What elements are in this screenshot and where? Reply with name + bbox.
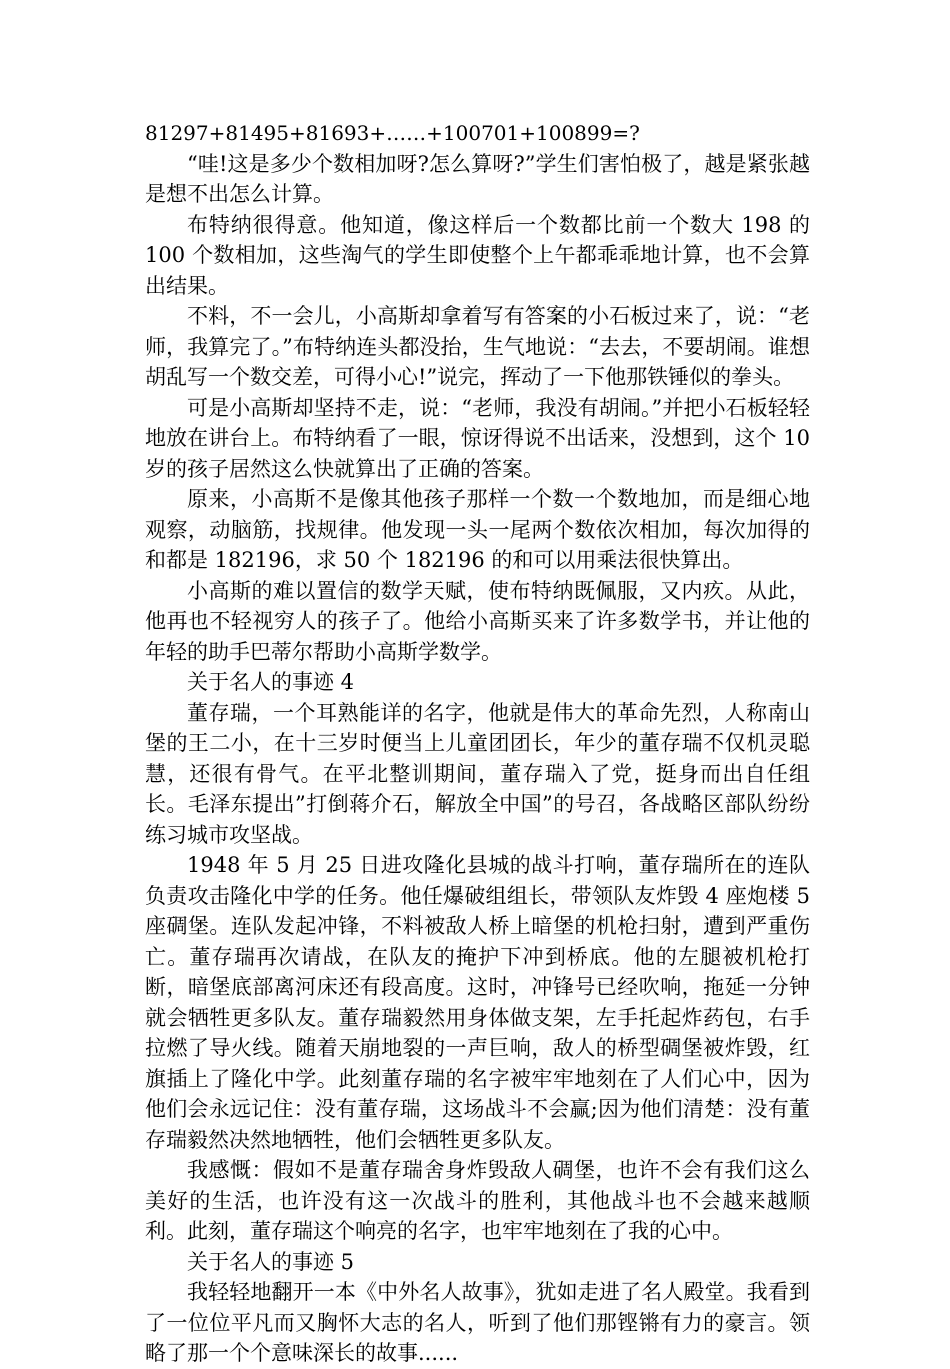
paragraph: 董存瑞，一个耳熟能详的名字，他就是伟大的革命先烈，人称南山堡的王二小，在十三岁时便当上儿童团团长，年少的董存瑞不仅机灵聪慧，还很有骨气。在平北整训期间，董存瑞入了党，挺身而出自任组长。毛泽东提出”打倒蒋介石，解放全中国”的号召，各战略区部队纷纷练习城市攻坚战。 — [145, 700, 810, 847]
paragraph: 我轻轻地翻开一本《中外名人故事》，犹如走进了名人殿堂。我看到了一位位平凡而又胸怀大志的名人，听到了他们那铿锵有力的豪言。领略了那一个个意味深长的故事...... — [145, 1280, 810, 1365]
section-heading: 关于名人的事迹 4 — [187, 670, 355, 694]
math-formula: 81297+81495+81693+……+100701+100899=? — [145, 121, 640, 145]
paragraph: 可是小高斯却坚持不走，说：“老师，我没有胡闹。”并把小石板轻轻地放在讲台上。布特纳看了一眼，惊讶得说不出话来，没想到，这个 10 岁的孩子居然这么快就算出了正确的答案。 — [145, 395, 810, 481]
paragraph: “哇!这是多少个数相加呀?怎么算呀?”学生们害怕极了，越是紧张越是想不出怎么计算。 — [145, 151, 810, 206]
document-page — [145, 118, 810, 1369]
section-heading: 关于名人的事迹 5 — [187, 1249, 355, 1274]
paragraph: 不料，不一会儿，小高斯却拿着写有答案的小石板过来了，说：“老师，我算完了。”布特纳连头都没抬，生气地说：“去去，不要胡闹。谁想胡乱写一个数交差，可得小心!”说完，挥动了一下他那铁锤似的拳头。 — [145, 304, 810, 389]
paragraph: 我感慨：假如不是董存瑞舍身炸毁敌人碉堡，也许不会有我们这么美好的生活，也许没有这一次战斗的胜利，其他战斗也不会越来越顺利。此刻，董存瑞这个响亮的名字，也牢牢地刻在了我的心中。 — [145, 1158, 810, 1243]
paragraph: 小高斯的难以置信的数学天赋，使布特纳既佩服，又内疚。从此，他再也不轻视穷人的孩子了。他给小高斯买来了许多数学书，并让他的年轻的助手巴蒂尔帮助小高斯学数学。 — [145, 578, 810, 664]
paragraph: 1948 年 5 月 25 日进攻隆化县城的战斗打响，董存瑞所在的连队负责攻击隆化中学的任务。他任爆破组组长，带领队友炸毁 4 座炮楼 5 座碉堡。连队发起冲锋，不料被敌人桥上暗堡的机枪扫射，遭到严重伤亡。董存瑞再次请战，在队友的掩护下冲到桥底。他的左腿被机枪打断，暗堡底部离河床还有段高度。这时，冲锋号已经吹响，拖延一分钟就会牺牲更多队友。董存瑞毅然用身体做支架，左手托起炸药包，右手拉燃了导火线。随着天崩地裂的一声巨响，敌人的桥型碉堡被炸毁，红旗插上了隆化中学。此刻董存瑞的名字被牢牢地刻在了人们心中，因为他们会永远记住：没有董存瑞，这场战斗不会赢;因为他们清楚：没有董存瑞毅然决然地牺牲，他们会牺牲更多队友。 — [145, 853, 810, 1152]
paragraph: 原来，小高斯不是像其他孩子那样一个数一个数地加，而是细心地观察，动脑筋，找规律。他发现一头一尾两个数依次相加，每次加得的和都是 182196，求 50 个 182196 的和可以用乘法很快算出。 — [145, 487, 810, 572]
paragraph: 布特纳很得意。他知道，像这样后一个数都比前一个数大 198 的 100 个数相加，这些淘气的学生即使整个上午都乖乖地计算，也不会算出结果。 — [145, 212, 810, 298]
